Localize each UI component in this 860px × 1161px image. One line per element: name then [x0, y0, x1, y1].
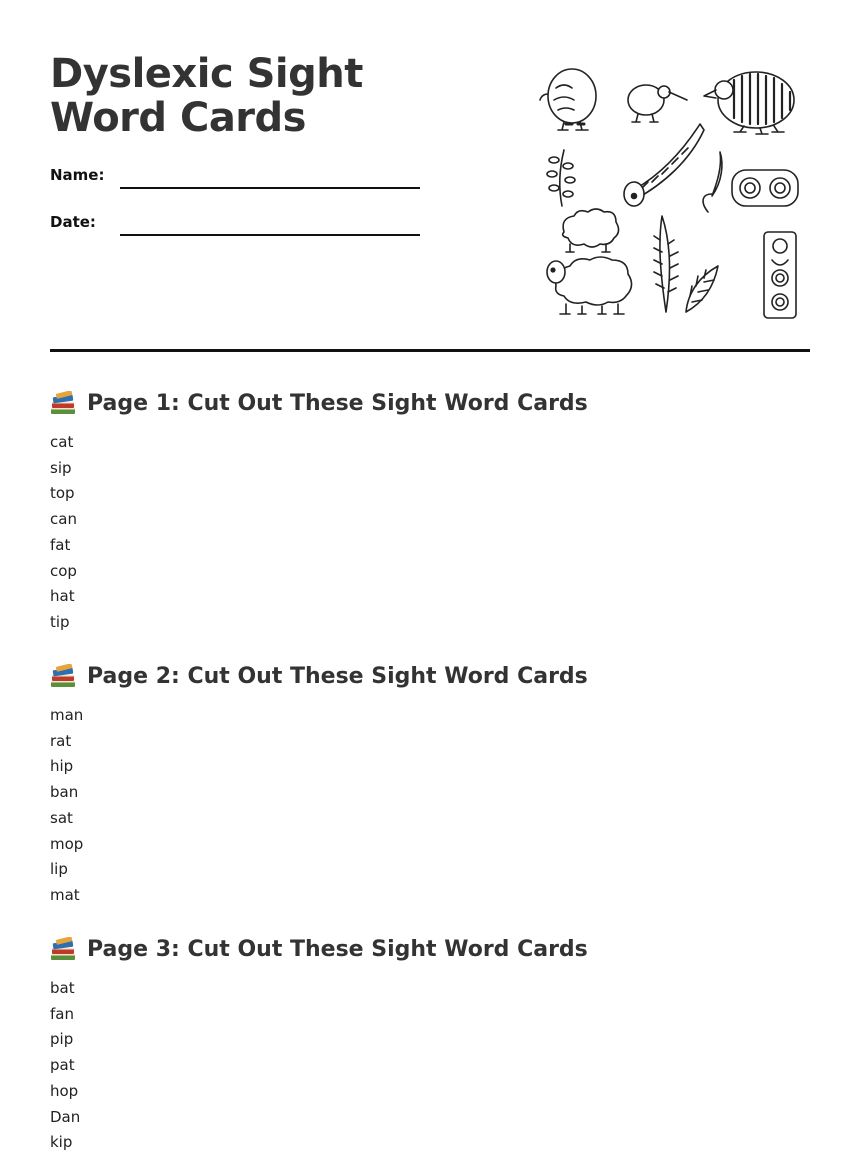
fern-frond-icon: [654, 216, 718, 312]
section-title: Page 3: Cut Out These Sight Word Cards: [87, 936, 588, 962]
list-item: cop: [50, 561, 77, 580]
list-item: fat: [50, 535, 71, 554]
section-page-3: [50, 934, 810, 1156]
list-item: rat: [50, 731, 72, 750]
weka-bird-icon: [704, 72, 794, 134]
section-title: Page 1: Cut Out These Sight Word Cards: [87, 390, 588, 416]
sheep-icon: [547, 209, 632, 314]
nz-illustrations: [538, 60, 806, 324]
list-item: sip: [50, 458, 72, 477]
books-icon: [50, 391, 76, 415]
list-item: sat: [50, 808, 73, 827]
section-title: Page 2: Cut Out These Sight Word Cards: [87, 663, 588, 689]
word-list: [50, 430, 810, 636]
list-item: ban: [50, 783, 79, 802]
list-item: can: [50, 510, 77, 529]
list-item: man: [50, 706, 84, 724]
header-divider: [50, 349, 810, 352]
list-item: mop: [50, 834, 84, 853]
list-item: lip: [50, 860, 68, 879]
date-label: Date:: [50, 213, 96, 231]
books-icon: [50, 937, 76, 961]
date-line: [120, 234, 420, 236]
kiwi-bird-icon: [540, 69, 596, 130]
list-item: top: [50, 484, 75, 503]
bone-hook-icon: [703, 152, 722, 212]
page-title: Dyslexic Sight Word Cards: [50, 51, 363, 141]
kiwi-chick-icon: [628, 85, 687, 122]
tiki-carving-icon: [764, 232, 796, 318]
list-item: pip: [50, 1030, 74, 1049]
list-item: Dan: [50, 1107, 81, 1126]
list-item: hop: [50, 1081, 79, 1100]
section-page-2: [50, 661, 810, 909]
list-item: cat: [50, 433, 74, 451]
section-page-1: [50, 388, 810, 636]
word-list: [50, 703, 810, 909]
list-item: bat: [50, 979, 75, 997]
name-line: [120, 187, 420, 189]
list-item: pat: [50, 1056, 75, 1075]
word-list: [50, 976, 810, 1156]
koru-carving-icon: [732, 170, 798, 206]
kowhai-branch-icon: [547, 150, 575, 206]
list-item: hip: [50, 757, 74, 776]
list-item: kip: [50, 1133, 73, 1152]
list-item: tip: [50, 612, 70, 631]
name-label: Name:: [50, 166, 105, 184]
list-item: fan: [50, 1004, 74, 1023]
pendant-carving-icon: [624, 124, 704, 206]
list-item: mat: [50, 885, 80, 904]
list-item: hat: [50, 587, 75, 606]
books-icon: [50, 664, 76, 688]
